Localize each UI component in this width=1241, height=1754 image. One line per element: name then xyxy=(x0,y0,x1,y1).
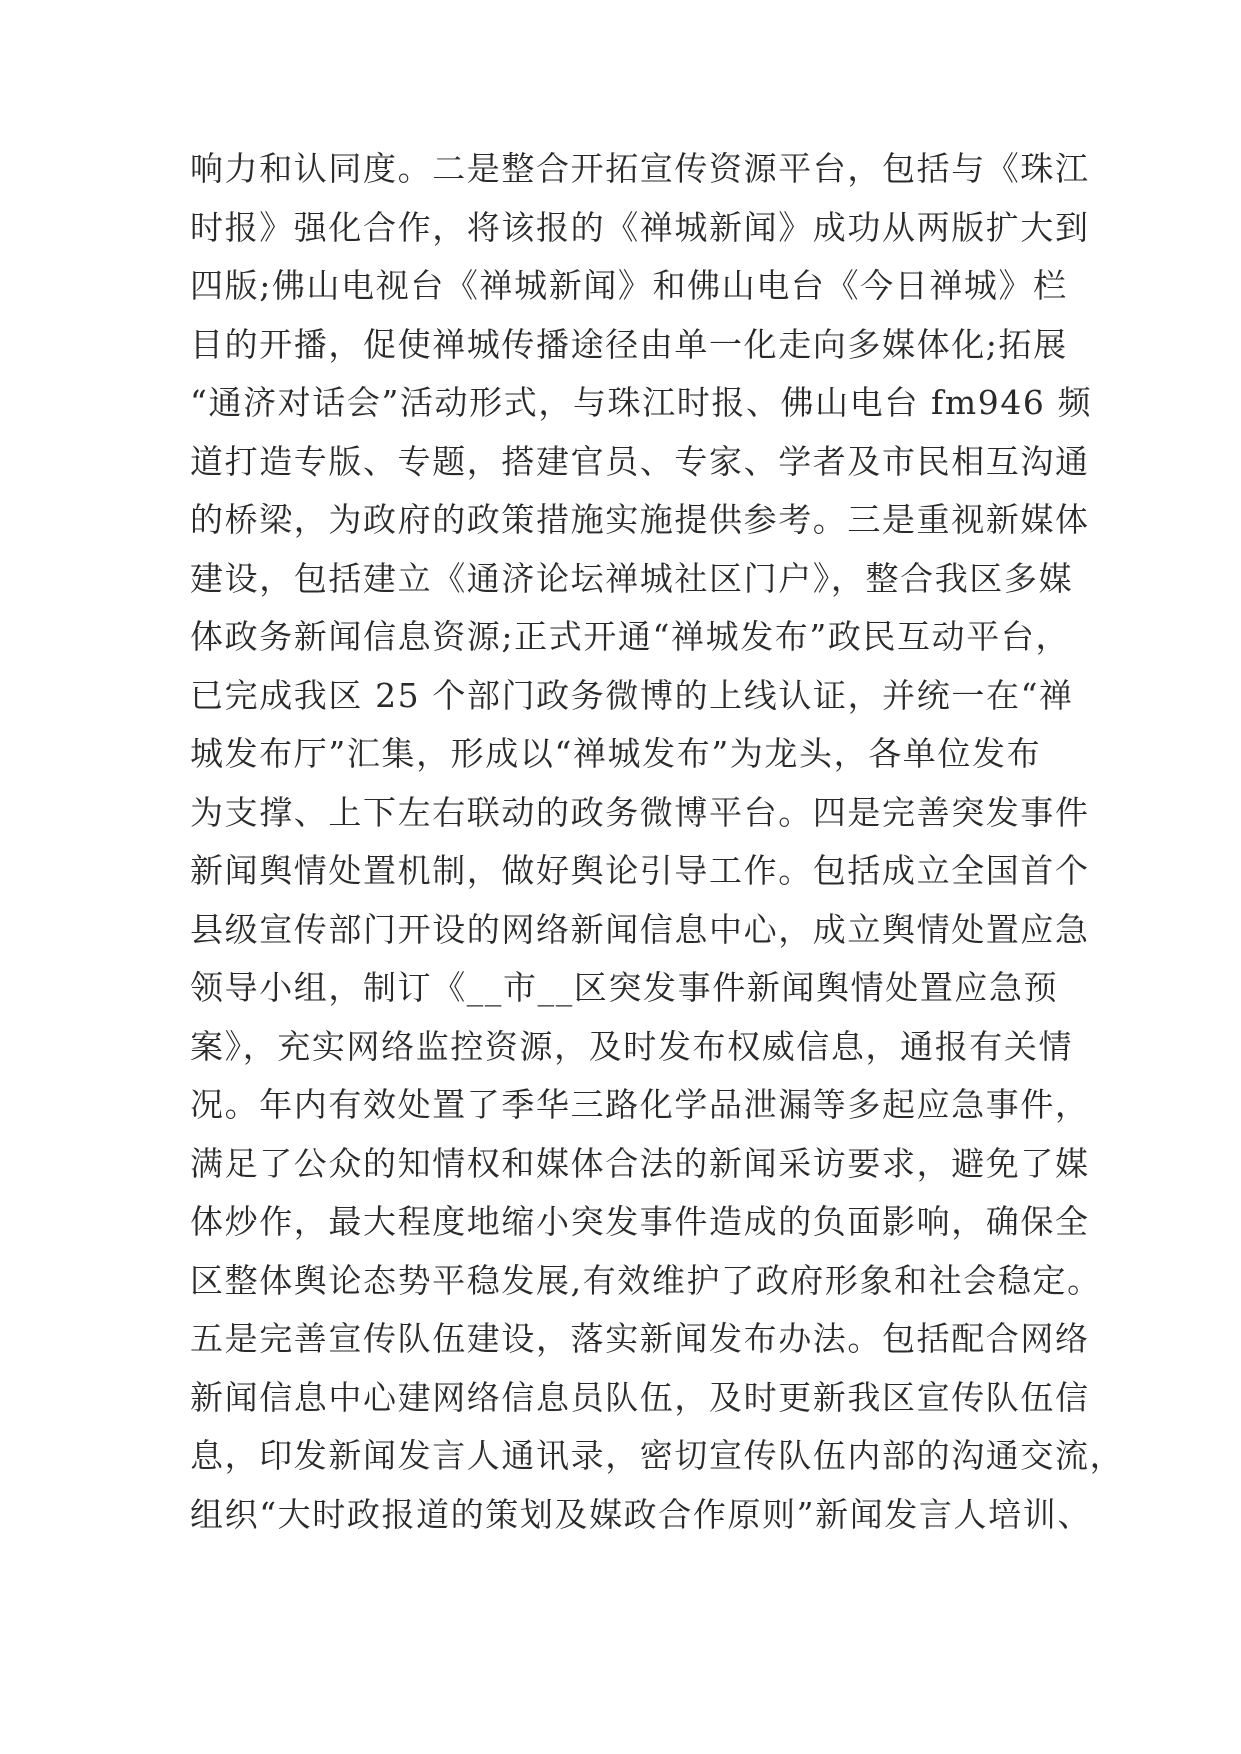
text-line: 县级宣传部门开设的网络新闻信息中心，成立舆情处置应急 xyxy=(190,909,1090,949)
text-line: 况。年内有效处置了季华三路化学品泄漏等多起应急事件， xyxy=(190,1085,1090,1124)
text-line: 城发布厅”汇集，形成以“禅城发布”为龙头，各单位发布 xyxy=(190,734,1042,773)
text-line: 目的开播，促使禅城传播途径由单一化走向多媒体化;拓展 xyxy=(190,324,1068,364)
text-line: 体政务新闻信息资源;正式开通“禅城发布”政民互动平台， xyxy=(190,617,1071,656)
text-line: 满足了公众的知情权和媒体合法的新闻采访要求，避免了媒 xyxy=(190,1143,1090,1183)
text-line: 为支撑、上下左右联动的政务微博平台。四是完善突发事件 xyxy=(190,792,1090,832)
text-line: 的桥梁，为政府的政策措施实施提供参考。三是重视新媒体 xyxy=(190,500,1090,539)
text-line: “通济对话会”活动形式，与珠江时报、佛山电台 fm946 频 xyxy=(190,383,1093,422)
text-line: 已完成我区 25 个部门政务微博的上线认证，并统一在“禅 xyxy=(190,675,1074,715)
text-line: 五是完善宣传队伍建设，落实新闻发布办法。包括配合网络 xyxy=(190,1319,1090,1358)
text-line: 响力和认同度。二是整合开拓宣传资源平台，包括与《珠江 xyxy=(190,149,1090,188)
text-line: 领导小组，制订《__市__区突发事件新闻舆情处置应急预 xyxy=(190,968,1059,1007)
text-line: 新闻舆情处置机制，做好舆论引导工作。包括成立全国首个 xyxy=(190,851,1090,890)
text-line: 组织“大时政报道的策划及媒政合作原则”新闻发言人培训、 xyxy=(190,1494,1092,1534)
text-line: 体炒作，最大程度地缩小突发事件造成的负面影响，确保全 xyxy=(190,1202,1090,1241)
text-line: 新闻信息中心建网络信息员队伍，及时更新我区宣传队伍信 xyxy=(190,1377,1090,1417)
text-line: 息，印发新闻发言人通讯录，密切宣传队伍内部的沟通交流， xyxy=(190,1436,1125,1475)
text-line: 区整体舆论态势平稳发展,有效维护了政府形象和社会稳定。 xyxy=(190,1260,1102,1300)
text-line: 案》，充实网络监控资源，及时发布权威信息，通报有关情 xyxy=(190,1026,1074,1066)
body-text xyxy=(190,140,1125,1544)
text-line: 四版;佛山电视台《禅城新闻》和佛山电台《今日禅城》栏 xyxy=(190,266,1068,305)
text-line: 建设，包括建立《通济论坛禅城社区门户》，整合我区多媒 xyxy=(190,558,1074,598)
text-line: 道打造专版、专题，搭建官员、专家、学者及市民相互沟通 xyxy=(190,441,1090,481)
text-line: 时报》强化合作，将该报的《禅城新闻》成功从两版扩大到 xyxy=(190,207,1090,247)
